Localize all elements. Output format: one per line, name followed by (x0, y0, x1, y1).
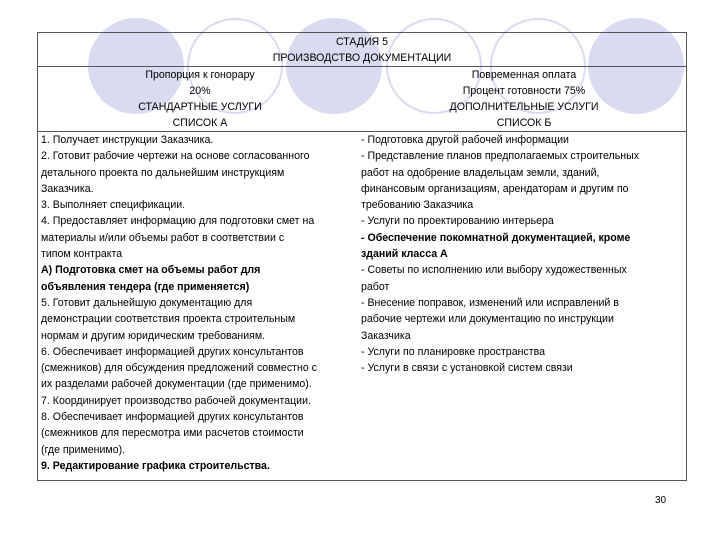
list-b (356, 132, 686, 474)
list-b-line: финансовым организациям, арендаторам и другим по (361, 182, 629, 195)
list-b-line: - Услуги в связи с установкой систем связи (361, 362, 573, 375)
stage-title (38, 33, 686, 67)
list-a-line: демонстрации соответствия проекта строительным (41, 313, 296, 326)
list-a-line: 2. Готовит рабочие чертежи на основе согласованного (41, 150, 310, 163)
list-a-line: их разделами рабочей документации (где применимо). (41, 378, 312, 391)
list-a-line: 3. Выполняет спецификации. (41, 199, 186, 212)
stage-title-line1: СТАДИЯ 5 (335, 36, 389, 48)
list-a-line: 1. Получает инструкции Заказчика. (41, 134, 214, 146)
stage-title-line2: ПРОИЗВОДСТВО ДОКУМЕНТАЦИИ (272, 52, 452, 64)
list-b-line: рабочие чертежи или документацию по инструкции (361, 313, 614, 326)
page-number: 30 (655, 495, 667, 506)
list-a-line: детального проекта по дальнейшим инструкциям (41, 166, 285, 179)
header-b-line1: Повременная оплата (471, 69, 577, 81)
header-a-line2: 20% (189, 85, 211, 97)
list-a-line: материалы и/или объемы работ в соответствии с (41, 231, 285, 244)
header-a-line3: СТАНДАРТНЫЕ УСЛУГИ (138, 101, 262, 113)
list-b-line: Заказчика (361, 329, 411, 342)
list-a (38, 132, 356, 474)
list-a-line: 6. Обеспечивает информацией других консультантов (41, 345, 304, 358)
lists-body (38, 132, 686, 474)
list-a-line: 9. Редактирование графика строительства. (41, 459, 270, 472)
list-b-line: - Представление планов предполагаемых строительных (361, 150, 639, 163)
list-a-line: (смежников) для обсуждения предложений совместно с (41, 362, 317, 375)
header-list-a (38, 67, 362, 131)
list-a-line: 4. Предоставляет информацию для подготовки смет на (41, 215, 315, 228)
list-b-line: работ (361, 280, 390, 293)
list-a-line: 7. Координирует производство рабочей документации. (41, 394, 311, 407)
list-a-line: (смежников для пересмотра ими расчетов стоимости (41, 427, 304, 440)
header-b-line3: ДОПОЛНИТЕЛЬНЫЕ УСЛУГИ (449, 101, 599, 113)
list-b-line: - Обеспечение покомнатной документацией, кроме (361, 231, 631, 244)
list-b-line: требованию Заказчика (361, 199, 474, 212)
list-b-line: - Услуги по проектированию интерьера (361, 215, 554, 228)
list-b-line: работ на одобрение владельцам земли, зданий, (361, 166, 600, 179)
document-table (37, 32, 687, 481)
list-b-line: - Подготовка другой рабочей информации (361, 134, 569, 146)
list-b-line: - Внесение поправок, изменений или исправлений в (361, 296, 619, 309)
column-headers (38, 67, 686, 132)
header-a-line1: Пропорция к гонорару (145, 69, 255, 81)
list-a-line: 5. Готовит дальнейшую документацию для (41, 296, 253, 309)
list-a-line: А) Подготовка смет на объемы работ для (41, 264, 261, 277)
list-a-line: объявления тендера (где применяется) (41, 280, 250, 293)
header-b-line4: СПИСОК Б (496, 117, 552, 129)
header-b-line2: Процент готовности 75% (462, 85, 586, 97)
list-a-line: 8. Обеспечивает информацией других консультантов (41, 411, 304, 424)
list-b-line: зданий класса А (361, 248, 448, 261)
header-a-line4: СПИСОК А (172, 117, 228, 129)
list-b-line: - Советы по исполнению или выбору художественных (361, 264, 627, 277)
list-a-line: Заказчика. (41, 182, 94, 195)
list-a-line: нормам и другим юридическим требованиям. (41, 329, 266, 342)
list-b-line: - Услуги по планировке пространства (361, 345, 545, 358)
list-a-line: типом контракта (41, 248, 123, 261)
header-list-b (362, 67, 686, 131)
list-a-line: (где применимо). (41, 443, 126, 456)
